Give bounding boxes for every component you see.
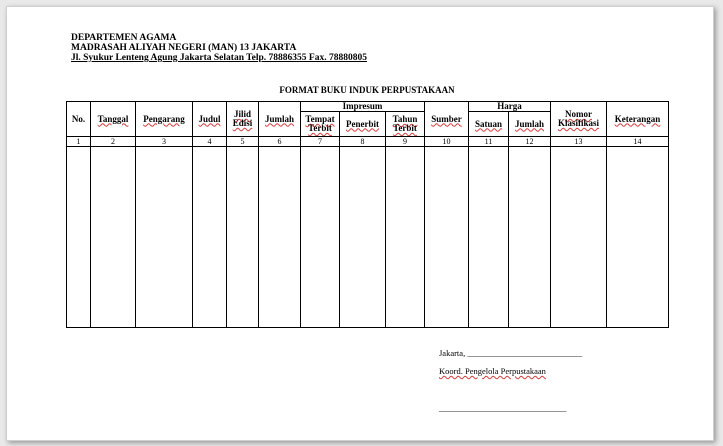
table-cell	[301, 147, 340, 328]
table-cell	[607, 147, 669, 328]
column-number: 10	[425, 137, 469, 147]
column-number: 2	[91, 137, 136, 147]
col-jumlah: Jumlah	[259, 102, 301, 137]
column-number: 12	[509, 137, 551, 147]
signature-line: ______________________________	[439, 403, 567, 413]
col-tanggal: Tanggal	[91, 102, 136, 137]
header-row	[67, 102, 669, 112]
letterhead	[71, 33, 367, 63]
table-body-row	[67, 147, 669, 328]
column-number: 5	[227, 137, 259, 147]
signature-role: Koord. Pengelola Perpustakaan	[439, 366, 546, 376]
table-cell	[136, 147, 193, 328]
col-sumber: Sumber	[425, 102, 469, 137]
inventory-table	[66, 101, 669, 328]
signature-place-date: Jakarta, ___________________________	[439, 348, 583, 358]
table-cell	[259, 147, 301, 328]
col-tempat-terbit: Tempat Terbit	[301, 112, 340, 137]
table-cell	[193, 147, 227, 328]
column-number: 13	[551, 137, 607, 147]
col-jumlah-harga: Jumlah	[509, 112, 551, 137]
col-jilid-edisi: Jilid Edisi	[227, 102, 259, 137]
column-number: 6	[259, 137, 301, 147]
school-name: MADRASAH ALIYAH NEGERI (MAN) 13 JAKARTA	[71, 43, 297, 53]
document-page	[6, 6, 714, 441]
column-number: 4	[193, 137, 227, 147]
table-cell	[340, 147, 386, 328]
table-cell	[469, 147, 509, 328]
school-address: Jl. Syukur Lenteng Agung Jakarta Selatan Telp. 78886355 Fax. 78880805	[71, 53, 367, 63]
column-number-row	[67, 137, 669, 147]
col-pengarang: Pengarang	[136, 102, 193, 137]
document-title: FORMAT BUKU INDUK PERPUSTAKAAN	[279, 85, 455, 95]
table-cell	[227, 147, 259, 328]
table-cell	[67, 147, 91, 328]
column-number: 14	[607, 137, 669, 147]
col-satuan: Satuan	[469, 112, 509, 137]
column-number: 11	[469, 137, 509, 147]
col-tahun-terbit: Tahun Terbit	[386, 112, 425, 137]
col-no: No.	[67, 102, 91, 137]
col-group-impresum: Impresum	[301, 102, 425, 112]
org-name: DEPARTEMEN AGAMA	[71, 33, 177, 43]
col-judul: Judul	[193, 102, 227, 137]
col-penerbit: Penerbit	[340, 112, 386, 137]
column-number: 8	[340, 137, 386, 147]
column-number: 9	[386, 137, 425, 147]
table-cell	[425, 147, 469, 328]
table-cell	[509, 147, 551, 328]
table-cell	[91, 147, 136, 328]
table-cell	[386, 147, 425, 328]
col-keterangan: Keterangan	[607, 102, 669, 137]
column-number: 7	[301, 137, 340, 147]
table-cell	[551, 147, 607, 328]
col-group-harga: Harga	[469, 102, 551, 112]
col-nomor-klasifikasi: Nomor Klasifikasi	[551, 102, 607, 137]
column-number: 3	[136, 137, 193, 147]
column-number: 1	[67, 137, 91, 147]
